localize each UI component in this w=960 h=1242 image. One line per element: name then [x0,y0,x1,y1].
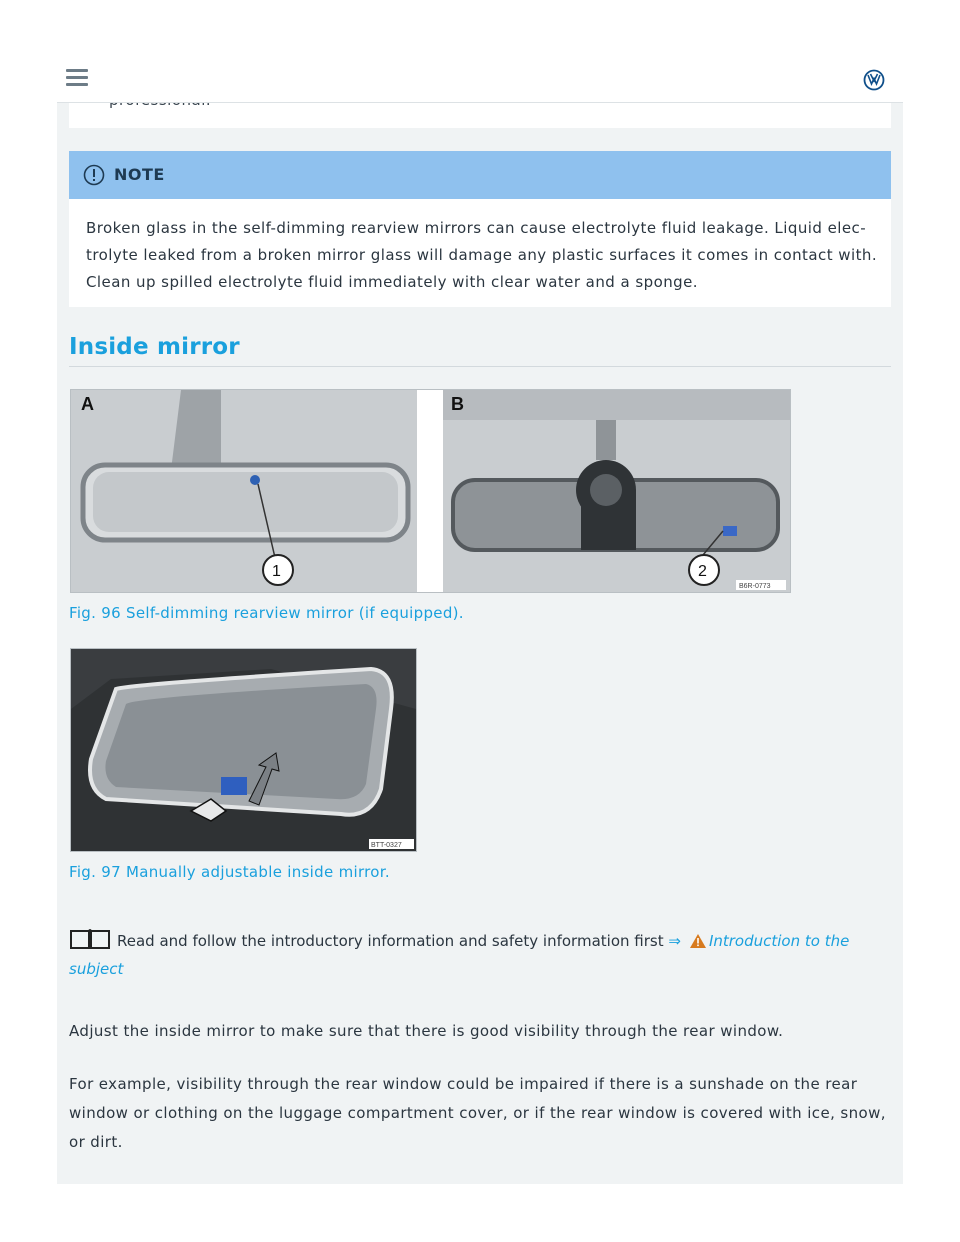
intro-link-text: Introduction to the subject [69,932,850,978]
figure-97-caption: Fig. 97 Manually adjustable inside mirror. [69,863,390,881]
intro-arrow: ⇒ [668,932,681,950]
note-box [69,151,891,307]
callout-1: 1 [272,563,281,580]
figure-96-caption: Fig. 96 Self-dimming rearview mirror (if equipped). [69,604,464,622]
note-header [69,151,891,199]
intro-paragraph [69,927,891,983]
section-divider [69,366,891,367]
paragraph-2: For example, visibility through the rear window could be impaired if there is a sunshade on the rear window or clothing on the luggage compartment cover, or if the rear window is covered with ice, snow, or dirt. [69,1075,886,1151]
figure-96-panel-b-label: B [451,394,464,414]
figure-97-code: BTT-0327 [371,842,402,849]
vw-logo-icon[interactable] [863,69,885,91]
callout-2: 2 [698,563,707,580]
figure-96-panel-a-label: A [81,394,94,414]
note-text: Broken glass in the self-dimming rearview mirrors can cause electrolyte fluid leakage. Liquid elec- trolyte leaked from a broken mirror glass will damage any plastic surfaces it comes in contact with. Clean up spilled electrolyte fluid immediately with clear water and a sponge. [86,219,878,291]
figure-96-image [70,389,791,593]
intro-text: Read and follow the introductory information and safety information first [117,932,664,950]
top-bar [0,0,960,103]
figure-97-image [70,648,417,852]
section-title: Inside mirror [69,334,240,360]
exclamation-circle-icon [83,164,105,186]
book-icon [69,928,111,950]
warning-triangle-icon [689,933,707,949]
paragraph-1: Adjust the inside mirror to make sure that there is good visibility through the rear window. [69,1022,784,1040]
note-label: NOTE [114,165,165,184]
figure-96-code: B6R-0773 [739,583,771,590]
hamburger-menu-icon[interactable] [66,69,88,87]
